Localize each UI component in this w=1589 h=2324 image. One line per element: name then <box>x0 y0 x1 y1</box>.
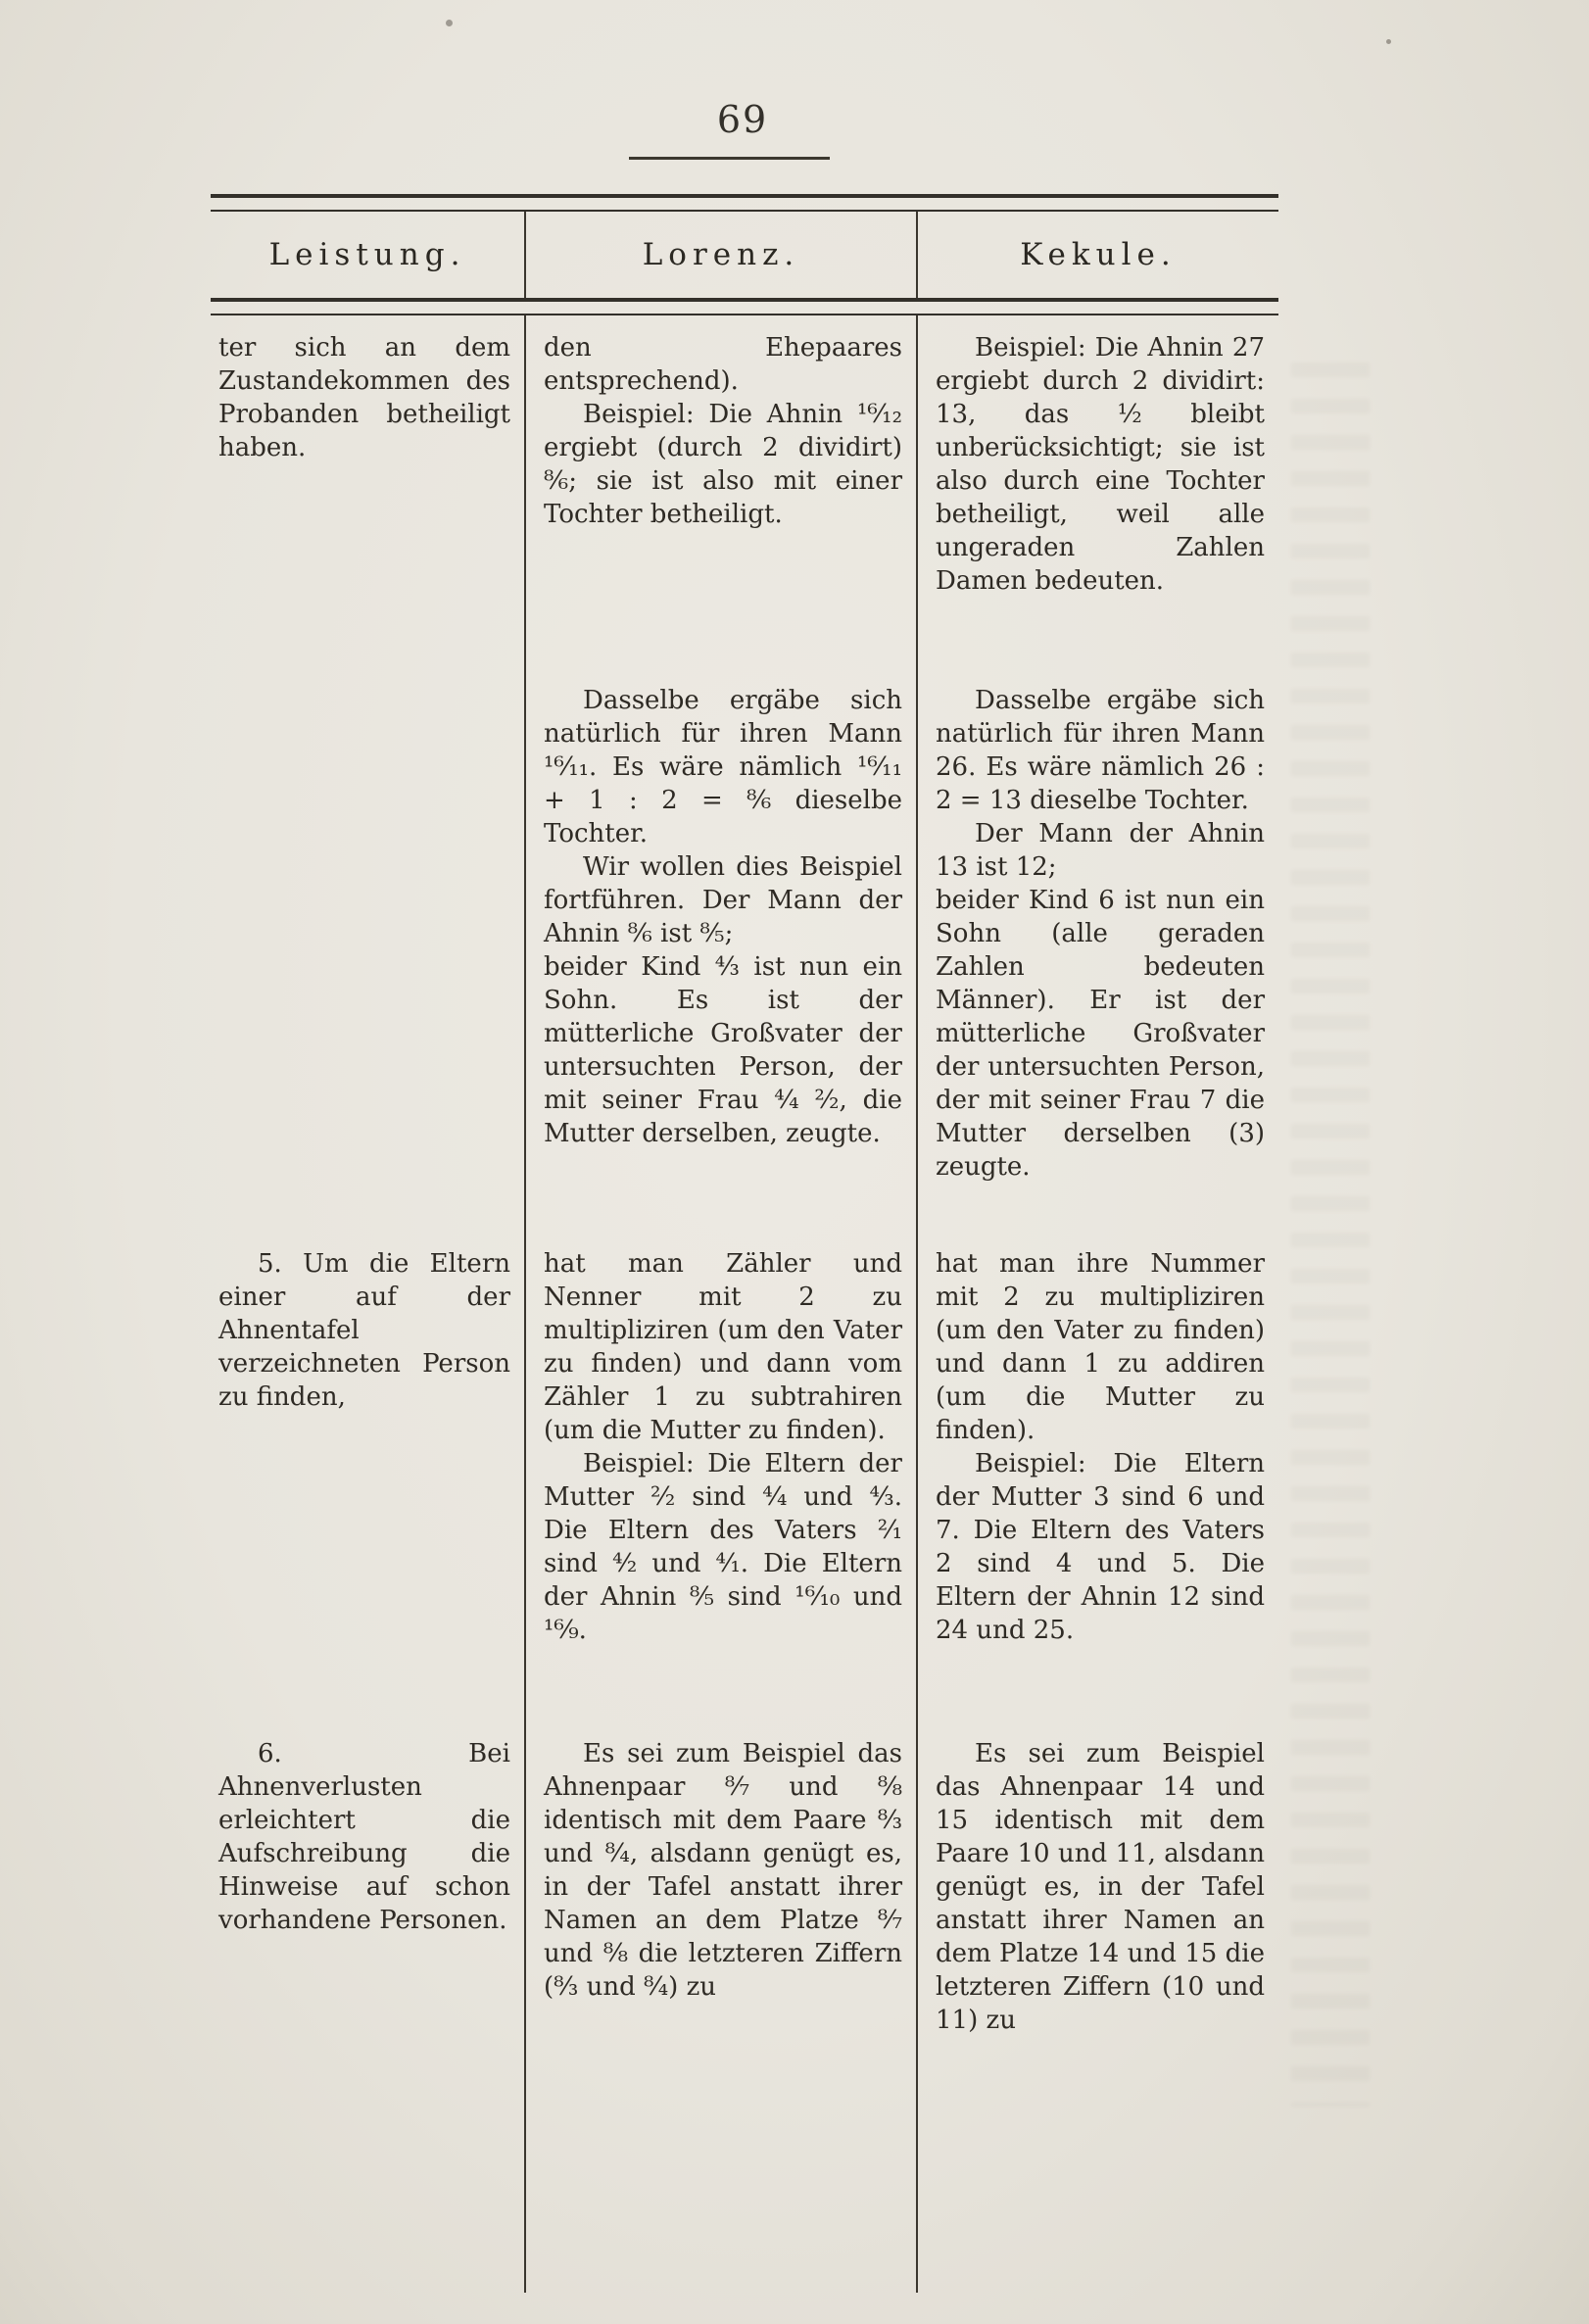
cell-r4-kekule <box>916 1721 1278 2293</box>
paragraph: 6. Bei Ahnenverlusten erleichtert die Aufschreibung die Hinweise auf schon vorhandene Personen. <box>218 1739 510 1935</box>
table-header-row <box>211 212 1278 298</box>
header-cell-kekule: Kekule. <box>916 212 1278 298</box>
paragraph: 5. Um die Eltern einer auf der Ahnentafel verzeichneten Person zu finden, <box>218 1249 510 1412</box>
cell-r1-lorenz <box>524 315 916 668</box>
cell-r2-leistung <box>211 668 524 1232</box>
paragraph: Beispiel: Die Ahnin 27 ergiebt durch 2 dividirt: 13, das ¹⁄₂ bleibt unberücksichtigt; sie ist also durch eine Tochter betheiligt, weil alle ungeraden Zahlen Damen bedeuten. <box>936 333 1265 596</box>
table-body <box>211 315 1278 2293</box>
paragraph: Beispiel: Die Ahnin ¹⁶⁄₁₂ ergiebt (durch 2 dividirt) ⁸⁄₆; sie ist also mit einer Tochter betheiligt. <box>544 400 902 529</box>
paragraph: Beispiel: Die Eltern der Mutter ²⁄₂ sind ⁴⁄₄ und ⁴⁄₃. Die Eltern des Vaters ²⁄₁ sind ⁴⁄₂ und ⁴⁄₁. Die Eltern der Ahnin ⁸⁄₅ sind ¹⁶⁄₁₀ und ¹⁶⁄₉. <box>544 1449 902 1645</box>
paragraph: beider Kind ⁴⁄₃ ist nun ein Sohn. Es ist der mütterliche Großvater der untersuchten Person, der mit seiner Frau ⁴⁄₄ ²⁄₂, die Mutter derselben, zeugte. <box>544 952 902 1148</box>
cell-r3-leistung <box>211 1232 524 1721</box>
scan-bleedthrough-marks <box>1291 363 1370 2106</box>
cell-r1-kekule <box>916 315 1278 668</box>
cell-r3-lorenz <box>524 1232 916 1721</box>
paragraph: Es sei zum Beispiel das Ahnenpaar ⁸⁄₇ und ⁸⁄₈ identisch mit dem Paare ⁸⁄₃ und ⁸⁄₄, alsdann genügt es, in der Tafel anstatt ihrer Namen an dem Platze ⁸⁄₇ und ⁸⁄₈ die letzteren Ziffern (⁸⁄₃ und ⁸⁄₄) zu <box>544 1739 902 2002</box>
paragraph: hat man Zähler und Nenner mit 2 zu multipliziren (um den Vater zu finden) und dann vom Zähler 1 zu subtrahiren (um die Mutter zu finden). <box>544 1249 902 1445</box>
scan-speck <box>446 20 453 26</box>
page-number: 69 <box>716 98 769 141</box>
paragraph: Es sei zum Beispiel das Ahnenpaar 14 und 15 identisch mit dem Paare 10 und 11, alsdann genügt es, in der Tafel anstatt ihrer Namen an dem Platze 14 und 15 die letzteren Ziffern (10 und 11) zu <box>936 1739 1265 2035</box>
paragraph: Der Mann der Ahnin 13 ist 12; <box>936 819 1265 882</box>
page-header <box>0 98 1485 141</box>
cell-r2-lorenz <box>524 668 916 1232</box>
table-top-rule <box>211 194 1278 212</box>
paragraph: Dasselbe ergäbe sich natürlich für ihren Mann 26. Es wäre nämlich 26 : 2 = 13 dieselbe Tochter. <box>936 686 1265 815</box>
cell-r4-leistung <box>211 1721 524 2293</box>
header-cell-lorenz: Lorenz. <box>524 212 916 298</box>
paragraph: Beispiel: Die Eltern der Mutter 3 sind 6 und 7. Die Eltern des Vaters 2 sind 4 und 5. Die Eltern der Ahnin 12 sind 24 und 25. <box>936 1449 1265 1645</box>
page-number-underline <box>629 157 830 160</box>
cell-r3-kekule <box>916 1232 1278 1721</box>
cell-r4-lorenz <box>524 1721 916 2293</box>
scan-speck <box>1386 39 1391 44</box>
cell-r1-leistung <box>211 315 524 668</box>
table-header-bottom-rule <box>211 298 1278 315</box>
comparison-table <box>211 194 1278 2293</box>
header-cell-leistung: Leistung. <box>268 237 466 272</box>
cell-r2-kekule <box>916 668 1278 1232</box>
paragraph: beider Kind 6 ist nun ein Sohn (alle geraden Zahlen bedeuten Männer). Er ist der mütterliche Großvater der untersuchten Person, der mit seiner Frau 7 die Mutter derselben (3) zeugte. <box>936 886 1265 1182</box>
paragraph: den Ehepaares entsprechend). <box>544 333 902 396</box>
paragraph: hat man ihre Nummer mit 2 zu multipliziren (um den Vater zu finden) und dann 1 zu addiren (um die Mutter zu finden). <box>936 1249 1265 1445</box>
paragraph: ter sich an dem Zustandekommen des Probanden betheiligt haben. <box>218 333 510 462</box>
paragraph: Dasselbe ergäbe sich natürlich für ihren Mann ¹⁶⁄₁₁. Es wäre nämlich ¹⁶⁄₁₁ + 1 : 2 = ⁸⁄₆ dieselbe Tochter. <box>544 686 902 848</box>
paragraph: Wir wollen dies Beispiel fortführen. Der Mann der Ahnin ⁸⁄₆ ist ⁸⁄₅; <box>544 852 902 948</box>
